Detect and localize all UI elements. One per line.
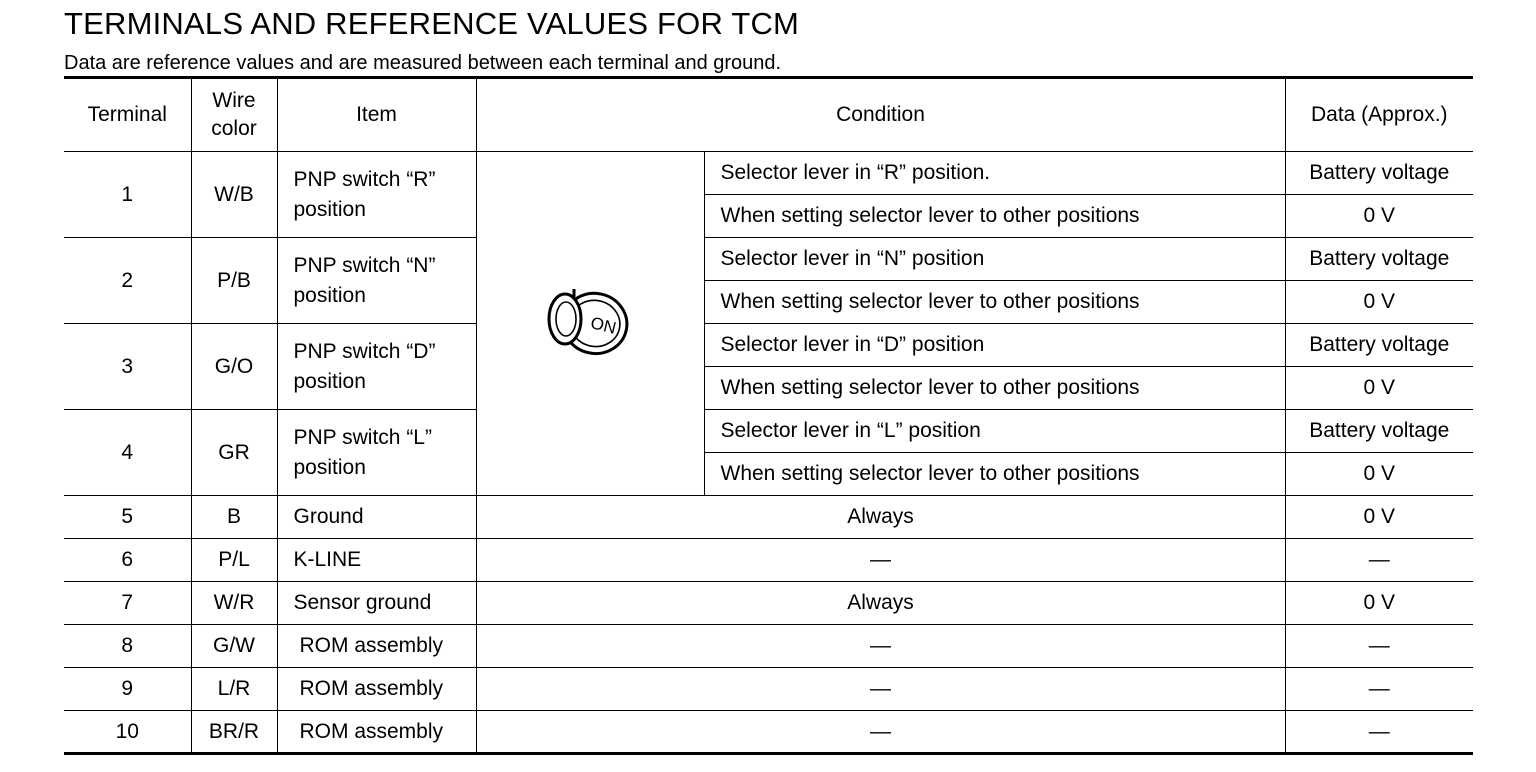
condition-cell: Selector lever in “N” position — [704, 238, 1285, 281]
item-cell: ROM assembly — [277, 711, 476, 754]
wire-color-cell: W/R — [191, 582, 277, 625]
wire-color-cell: P/L — [191, 539, 277, 582]
wire-color-cell: BR/R — [191, 711, 277, 754]
condition-cell: When setting selector lever to other positions — [704, 281, 1285, 324]
header-item: Item — [277, 78, 476, 152]
table-row — [64, 539, 1473, 582]
data-cell: — — [1285, 625, 1473, 668]
terminal-cell: 6 — [64, 539, 191, 582]
condition-cell: Selector lever in “D” position — [704, 324, 1285, 367]
header-data: Data (Approx.) — [1285, 78, 1473, 152]
table-row — [64, 625, 1473, 668]
page-subtitle: Data are reference values and are measured between each terminal and ground. — [64, 52, 782, 74]
wire-color-cell: W/B — [191, 152, 277, 238]
item-cell: K-LINE — [277, 539, 476, 582]
table-row — [64, 324, 1473, 367]
item-cell: PNP switch “R” position — [277, 152, 476, 238]
data-cell: Battery voltage — [1285, 324, 1473, 367]
condition-cell: — — [476, 625, 1285, 668]
table-row — [64, 152, 1473, 195]
condition-cell: Selector lever in “R” position. — [704, 152, 1285, 195]
condition-cell: — — [476, 711, 1285, 754]
header-wire-color: Wire color — [191, 78, 277, 152]
terminal-cell: 10 — [64, 711, 191, 754]
item-cell: ROM assembly — [277, 625, 476, 668]
condition-cell: — — [476, 539, 1285, 582]
item-cell: Ground — [277, 496, 476, 539]
ignition-cell — [476, 152, 704, 496]
terminal-reference-table — [64, 76, 1473, 755]
terminal-cell: 8 — [64, 625, 191, 668]
data-cell: 0 V — [1285, 195, 1473, 238]
page-title: TERMINALS AND REFERENCE VALUES FOR TCM — [64, 6, 800, 41]
item-cell: ROM assembly — [277, 668, 476, 711]
data-cell: 0 V — [1285, 496, 1473, 539]
terminal-cell: 3 — [64, 324, 191, 410]
data-cell: Battery voltage — [1285, 410, 1473, 453]
table-row — [64, 410, 1473, 453]
data-cell: 0 V — [1285, 453, 1473, 496]
terminal-cell: 1 — [64, 152, 191, 238]
condition-cell: When setting selector lever to other positions — [704, 367, 1285, 410]
condition-cell: Always — [476, 582, 1285, 625]
data-cell: Battery voltage — [1285, 152, 1473, 195]
table-row — [64, 582, 1473, 625]
data-cell: 0 V — [1285, 367, 1473, 410]
ignition-key-on-icon — [545, 283, 635, 359]
data-cell: 0 V — [1285, 281, 1473, 324]
item-cell: Sensor ground — [277, 582, 476, 625]
table-row — [64, 496, 1473, 539]
terminal-cell: 7 — [64, 582, 191, 625]
terminal-cell: 4 — [64, 410, 191, 496]
ignition-on-label: ON — [588, 312, 619, 338]
wire-color-cell: B — [191, 496, 277, 539]
wire-color-cell: G/W — [191, 625, 277, 668]
header-condition: Condition — [476, 78, 1285, 152]
wire-color-cell: GR — [191, 410, 277, 496]
terminal-cell: 2 — [64, 238, 191, 324]
header-terminal: Terminal — [64, 78, 191, 152]
condition-cell: When setting selector lever to other positions — [704, 453, 1285, 496]
data-cell: Battery voltage — [1285, 238, 1473, 281]
data-cell: — — [1285, 711, 1473, 754]
table-header-row — [64, 78, 1473, 152]
condition-cell: Always — [476, 496, 1285, 539]
item-cell: PNP switch “N” position — [277, 238, 476, 324]
item-cell: PNP switch “D” position — [277, 324, 476, 410]
table-row — [64, 711, 1473, 754]
table-row — [64, 238, 1473, 281]
condition-cell: — — [476, 668, 1285, 711]
wire-color-cell: L/R — [191, 668, 277, 711]
terminal-cell: 9 — [64, 668, 191, 711]
table-row — [64, 668, 1473, 711]
data-cell: — — [1285, 668, 1473, 711]
wire-color-cell: P/B — [191, 238, 277, 324]
item-cell: PNP switch “L” position — [277, 410, 476, 496]
data-cell: — — [1285, 539, 1473, 582]
condition-cell: Selector lever in “L” position — [704, 410, 1285, 453]
terminal-cell: 5 — [64, 496, 191, 539]
data-cell: 0 V — [1285, 582, 1473, 625]
wire-color-cell: G/O — [191, 324, 277, 410]
condition-cell: When setting selector lever to other positions — [704, 195, 1285, 238]
